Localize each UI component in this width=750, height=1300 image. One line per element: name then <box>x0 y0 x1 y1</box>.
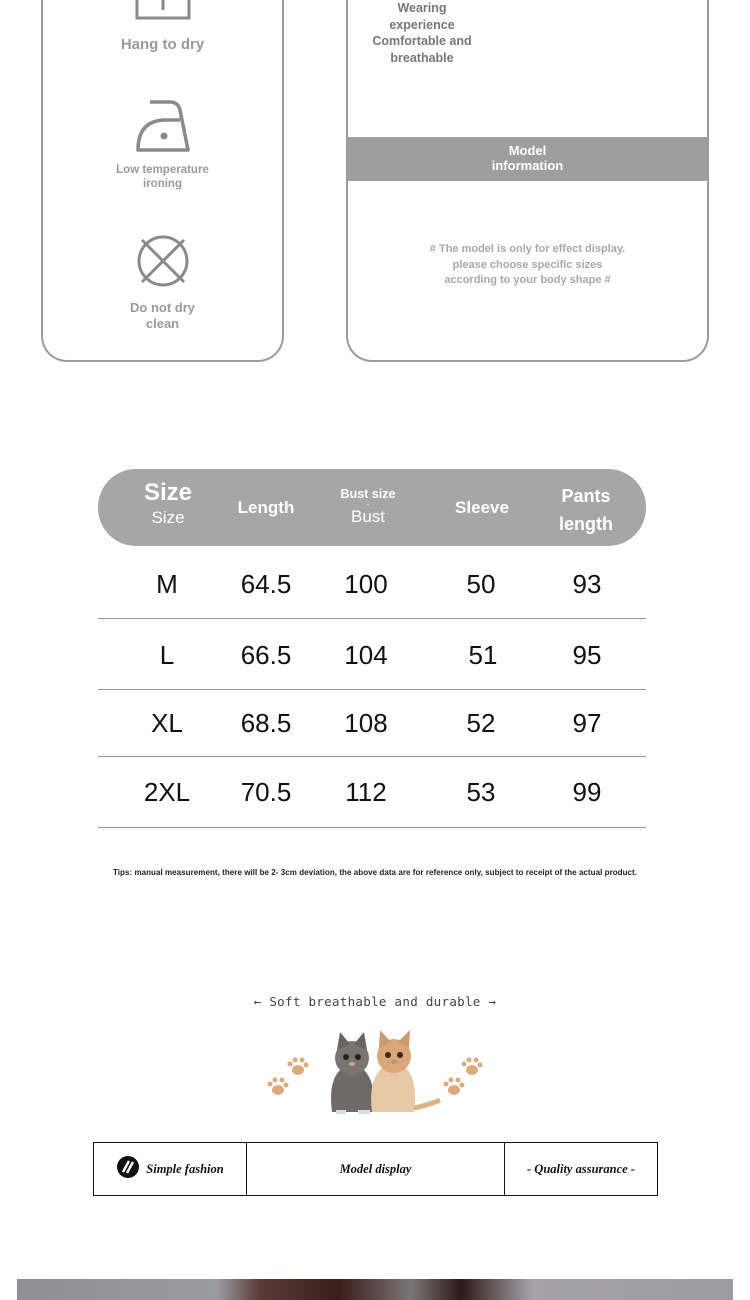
hang-dry-icon <box>43 0 282 20</box>
paw-print-left-icon <box>268 1058 309 1096</box>
cell-size: 2XL <box>143 777 191 807</box>
model-note <box>348 242 707 289</box>
model-note-line-3: according to your body shape # <box>444 274 611 286</box>
cell-length: 68.5 <box>240 708 292 738</box>
care-instructions-panel <box>41 0 284 362</box>
cell-length: 70.5 <box>240 777 292 807</box>
header-size-sublabel: Size <box>151 508 185 527</box>
care-label-low-iron-text: Low temperature ironing <box>116 164 209 190</box>
model-information-bar <box>348 137 707 181</box>
care-label-hang-dry: Hang to dry <box>120 36 205 53</box>
header-size-label: Size <box>143 479 193 506</box>
cell-bust: 100 <box>344 569 388 599</box>
size-chart-table <box>98 469 646 828</box>
strip-simple-fashion <box>94 1143 246 1195</box>
cell-bust: 108 <box>344 708 388 738</box>
model-information-title: Model information <box>491 143 564 173</box>
cell-length: 64.5 <box>240 569 292 599</box>
header-sleeve: Sleeve <box>455 498 509 517</box>
cell-length: 66.5 <box>240 640 292 670</box>
care-label-no-dry-clean-text: Do not dry clean <box>130 300 195 331</box>
header-bust-sublabel: Bust <box>350 507 386 526</box>
wearing-experience <box>362 0 482 66</box>
wearing-value: Comfortable and breathable <box>372 34 472 65</box>
cell-bust: 104 <box>344 640 388 670</box>
cell-sleeve: 50 <box>466 569 496 599</box>
orange-kitten-icon <box>371 1030 440 1112</box>
cell-pants: 99 <box>572 777 602 807</box>
low-iron-icon <box>43 98 282 152</box>
header-size <box>120 479 216 528</box>
header-length: Length <box>237 498 295 517</box>
cell-bust: 112 <box>345 777 387 807</box>
size-row-l <box>98 619 646 690</box>
wearing-title: Wearing experience <box>389 1 455 32</box>
no-dry-clean-icon <box>43 234 282 288</box>
model-photo-top <box>17 1279 733 1300</box>
care-item-no-dry-clean <box>43 234 282 331</box>
cell-pants: 93 <box>572 569 602 599</box>
paw-print-right-icon <box>444 1058 483 1096</box>
simple-fashion-label: Simple fashion <box>146 1161 224 1176</box>
care-item-hang-dry <box>43 0 282 54</box>
size-row-xl <box>98 690 646 757</box>
header-pants-line-2: length <box>559 514 613 534</box>
cell-size: XL <box>151 708 183 738</box>
feature-strip <box>93 1142 658 1196</box>
kittens-image <box>264 1024 486 1120</box>
care-label-no-dry-clean <box>43 300 282 331</box>
tagline: ← Soft breathable and durable → <box>253 994 497 1009</box>
cell-size: M <box>156 569 178 599</box>
cell-pants: 95 <box>572 640 602 670</box>
model-note-line-1: # The model is only for effect display. <box>429 243 626 255</box>
cell-sleeve: 53 <box>466 777 496 807</box>
header-bust <box>323 487 413 527</box>
cell-pants: 97 <box>572 708 602 738</box>
header-pants-line-1: Pants <box>561 486 611 506</box>
care-item-low-iron <box>43 98 282 192</box>
header-bust-dash: - <box>366 499 370 509</box>
two-kittens-with-paw-prints <box>264 1024 486 1120</box>
measurement-tips: Tips: manual measurement, there will be 2- 3cm deviation, the above data are for reference only, subject to receipt of the actual product. <box>112 868 638 877</box>
header-bust-label: Bust size <box>340 487 396 501</box>
cell-sleeve: 52 <box>466 708 496 738</box>
cell-size: L <box>159 640 175 670</box>
strip-quality-assurance: - Quality assurance - <box>504 1143 657 1195</box>
size-row-2xl <box>98 757 646 828</box>
strip-model-display: Model display <box>246 1143 504 1195</box>
cell-sleeve: 51 <box>468 640 498 670</box>
size-table-header <box>98 469 646 546</box>
gray-kitten-icon <box>331 1032 374 1112</box>
model-note-line-2: please choose specific sizes <box>452 258 603 271</box>
header-pants-length <box>544 482 628 538</box>
care-label-low-iron <box>43 164 282 192</box>
size-row-m <box>98 546 646 619</box>
product-info-panel <box>346 0 709 362</box>
brand-logo-icon <box>116 1155 140 1183</box>
